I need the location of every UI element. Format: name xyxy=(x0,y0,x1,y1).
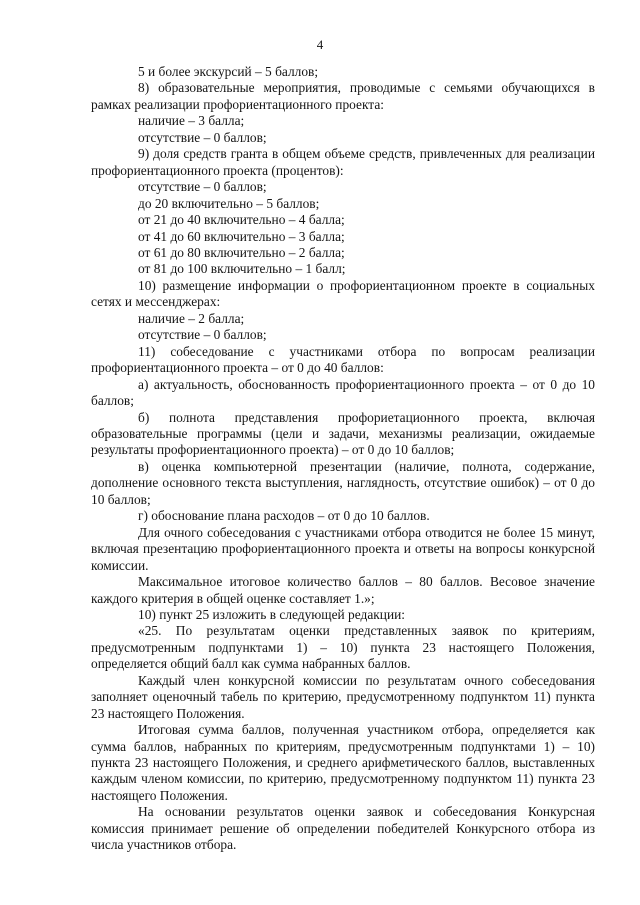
paragraph: На основании результатов оценки заявок и собеседования Конкурсная комиссия принимает решение об определении победителей Конкурсного отбора из числа участников отбора. xyxy=(91,804,595,853)
paragraph: наличие – 2 балла; xyxy=(138,310,245,326)
paragraph: от 81 до 100 включительно – 1 балл; xyxy=(138,261,346,277)
paragraph: 9) доля средств гранта в общем объеме средств, привлеченных для реализации профориентационного проекта (процентов): xyxy=(91,146,595,178)
paragraph: Итоговая сумма баллов, полученная участником отбора, определяется как сумма баллов, набранных по критериям, предусмотренным подпунктами 1) – 10) пункта 23 настоящего Положения, и среднего арифметического баллов, выставленных каждым членом комиссии, по критерию, предусмотренному подпунктом 11) пункта 23 настоящего Положения. xyxy=(91,722,595,803)
paragraph: Для очного собеседования с участниками отбора отводится не более 15 минут, включая презентацию профориентационного проекта и ответы на вопросы конкурсной комиссии. xyxy=(91,524,595,573)
paragraph: г) обоснование плана расходов – от 0 до 10 баллов. xyxy=(138,508,430,524)
document-body xyxy=(91,64,595,854)
paragraph: от 21 до 40 включительно – 4 балла; xyxy=(138,212,345,228)
paragraph: Каждый член конкурсной комиссии по результатам очного собеседования заполняет оценочный табель по критерию, предусмотренному подпунктом 11) пункта 23 настоящего Положения. xyxy=(91,672,595,721)
paragraph: от 41 до 60 включительно – 3 балла; xyxy=(138,228,345,244)
paragraph: Максимальное итоговое количество баллов – 80 баллов. Весовое значение каждого критерия в общей оценке составляет 1.»; xyxy=(91,574,595,606)
paragraph: 8) образовательные мероприятия, проводимые с семьями обучающихся в рамках реализации профориентационного проекта: xyxy=(91,80,595,112)
paragraph: 10) пункт 25 изложить в следующей редакции: xyxy=(138,606,406,622)
paragraph: отсутствие – 0 баллов; xyxy=(138,327,267,343)
paragraph: а) актуальность, обоснованность профориентационного проекта – от 0 до 10 баллов; xyxy=(91,376,595,409)
paragraph: отсутствие – 0 баллов; xyxy=(138,179,267,195)
paragraph: 5 и более экскурсий – 5 баллов; xyxy=(138,64,319,79)
paragraph: б) полнота представления профориетационного проекта, включая образовательные программы (цели и задачи, механизмы реализации, ожидаемые результаты профориентационного проекта) – от 0 до 10 баллов; xyxy=(91,409,595,458)
paragraph: в) оценка компьютерной презентации (наличие, полнота, содержание, дополнение основного текста выступления, наглядность, отсутствие ошибок) – от 0 до 10 баллов; xyxy=(91,458,595,507)
paragraph: 11) собеседование с участниками отбора по вопросам реализации профориентационного проекта – от 0 до 40 баллов: xyxy=(91,343,595,376)
paragraph: наличие – 3 балла; xyxy=(138,113,245,129)
paragraph: «25. По результатам оценки представленных заявок по критериям, предусмотренным подпунктами 1) – 10) пункта 23 настоящего Положения, определяется общий балл как сумма набранных баллов. xyxy=(91,623,595,672)
paragraph: 10) размещение информации о профориентационном проекте в социальных сетях и мессенджерах: xyxy=(91,277,595,310)
page-number: 4 xyxy=(316,37,324,52)
paragraph: до 20 включительно – 5 баллов; xyxy=(138,195,320,211)
paragraph: отсутствие – 0 баллов; xyxy=(138,129,267,145)
paragraph: от 61 до 80 включительно – 2 балла; xyxy=(138,244,345,260)
